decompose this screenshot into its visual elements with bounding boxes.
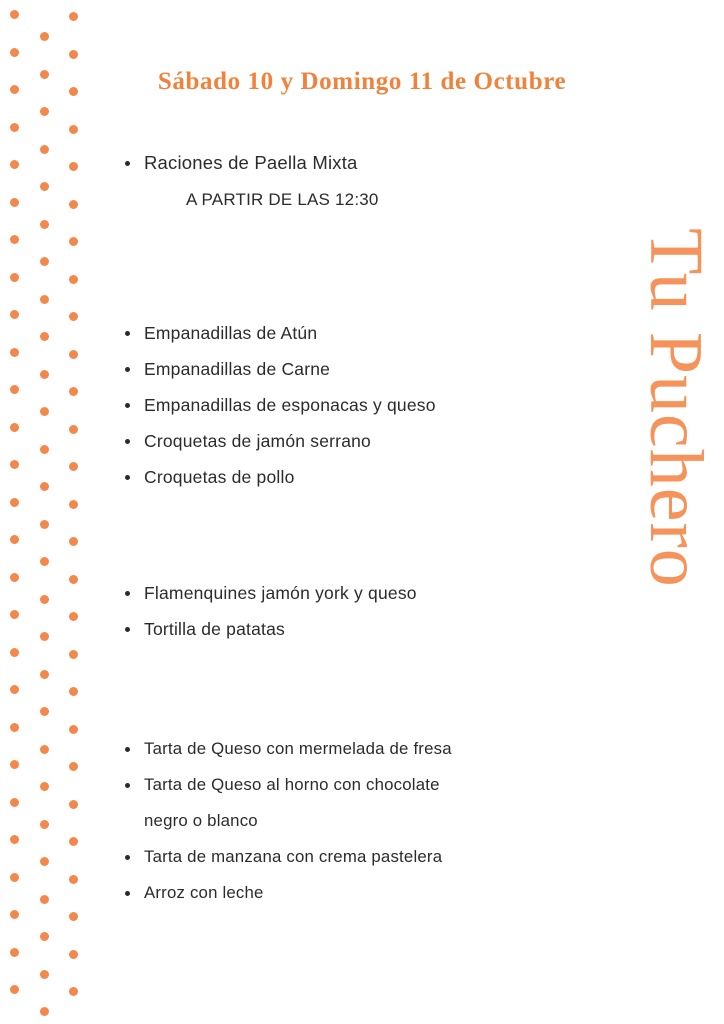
decorative-dot <box>69 462 78 471</box>
decorative-dot <box>40 107 49 116</box>
decorative-dot <box>40 1007 49 1016</box>
decorative-dot <box>69 687 78 696</box>
decorative-dot <box>69 837 78 846</box>
list-item: Tarta de Queso al horno con chocolate <box>118 767 588 803</box>
decorative-dot <box>10 460 19 469</box>
decorative-dot <box>40 857 49 866</box>
menu-content <box>118 145 588 911</box>
decorative-dot <box>40 670 49 679</box>
menu-section-paella <box>118 145 588 181</box>
decorative-dot <box>40 895 49 904</box>
decorative-dot <box>40 332 49 341</box>
decorative-dot <box>40 632 49 641</box>
decorative-dot <box>69 200 78 209</box>
decorative-dot <box>69 950 78 959</box>
decorative-dot <box>40 32 49 41</box>
decorative-dot <box>10 910 19 919</box>
decorative-dot <box>40 782 49 791</box>
decorative-dot <box>40 295 49 304</box>
decorative-dot <box>69 500 78 509</box>
decorative-dot <box>10 535 19 544</box>
decorative-dot <box>10 985 19 994</box>
decorative-dot <box>69 312 78 321</box>
decorative-dot <box>10 160 19 169</box>
decorative-dot <box>10 423 19 432</box>
decorative-dot <box>40 820 49 829</box>
decorative-dot <box>69 800 78 809</box>
decorative-dot <box>40 220 49 229</box>
decorative-dot <box>40 595 49 604</box>
decorative-dot <box>10 48 19 57</box>
decorative-dot <box>40 182 49 191</box>
decorative-dot <box>40 707 49 716</box>
list-item: Tarta de Queso con mermelada de fresa <box>118 731 588 767</box>
menu-section-empanadillas-croquetas <box>118 315 588 495</box>
decorative-dot <box>69 425 78 434</box>
decorative-dot <box>69 350 78 359</box>
decorative-dot <box>10 10 19 19</box>
decorative-dot <box>40 520 49 529</box>
decorative-dot <box>40 557 49 566</box>
decorative-dot-column-left <box>10 0 24 1024</box>
decorative-dot <box>40 407 49 416</box>
decorative-dot <box>69 275 78 284</box>
decorative-dot <box>10 235 19 244</box>
decorative-dot <box>69 125 78 134</box>
list-item: Arroz con leche <box>118 875 588 911</box>
decorative-dot <box>69 875 78 884</box>
decorative-dot <box>69 912 78 921</box>
decorative-dot <box>40 370 49 379</box>
decorative-dot <box>10 385 19 394</box>
decorative-dot <box>10 610 19 619</box>
decorative-dot <box>69 12 78 21</box>
list-item: Croquetas de jamón serrano <box>118 423 588 459</box>
brand-name: Tu Puchero <box>634 228 718 588</box>
list-item: Empanadillas de esponacas y queso <box>118 387 588 423</box>
list-item: Empanadillas de Carne <box>118 351 588 387</box>
decorative-dot <box>10 798 19 807</box>
decorative-dot <box>69 575 78 584</box>
decorative-dot <box>10 685 19 694</box>
decorative-dot <box>40 970 49 979</box>
list-item: Tortilla de patatas <box>118 611 588 647</box>
list-item: Flamenquines jamón york y queso <box>118 575 588 611</box>
decorative-dot <box>10 348 19 357</box>
list-item: Raciones de Paella Mixta <box>118 145 588 181</box>
list-item: Croquetas de pollo <box>118 459 588 495</box>
decorative-dot <box>69 162 78 171</box>
list-item-continuation: negro o blanco <box>144 811 258 830</box>
decorative-dot <box>10 948 19 957</box>
page-title: Sábado 10 y Domingo 11 de Octubre <box>157 68 567 95</box>
decorative-dot <box>69 237 78 246</box>
decorative-dot-column-right <box>69 0 83 1024</box>
decorative-dot-column-middle <box>40 0 54 1024</box>
decorative-dot <box>10 760 19 769</box>
decorative-dot <box>40 482 49 491</box>
decorative-dot <box>10 835 19 844</box>
decorative-dot <box>40 445 49 454</box>
decorative-dot <box>10 873 19 882</box>
list-item: Empanadillas de Atún <box>118 315 588 351</box>
menu-section-postres <box>118 731 588 911</box>
decorative-dot <box>40 145 49 154</box>
decorative-dot <box>10 498 19 507</box>
decorative-dot <box>69 537 78 546</box>
decorative-dot <box>10 198 19 207</box>
decorative-dot <box>69 725 78 734</box>
decorative-dot <box>69 612 78 621</box>
decorative-dot <box>69 50 78 59</box>
decorative-dot <box>69 762 78 771</box>
decorative-dot <box>40 257 49 266</box>
menu-section-flamenquines-tortilla <box>118 575 588 647</box>
decorative-dot <box>10 723 19 732</box>
decorative-dot <box>69 987 78 996</box>
list-item: Tarta de manzana con crema pastelera <box>118 839 588 875</box>
decorative-dot <box>69 650 78 659</box>
decorative-dot <box>40 932 49 941</box>
decorative-dot <box>10 310 19 319</box>
decorative-dot <box>10 648 19 657</box>
decorative-dot <box>69 387 78 396</box>
decorative-dot <box>10 573 19 582</box>
paella-time-note: A PARTIR DE LAS 12:30 <box>186 190 379 209</box>
decorative-dot <box>40 745 49 754</box>
decorative-dot <box>10 123 19 132</box>
decorative-dot <box>10 273 19 282</box>
